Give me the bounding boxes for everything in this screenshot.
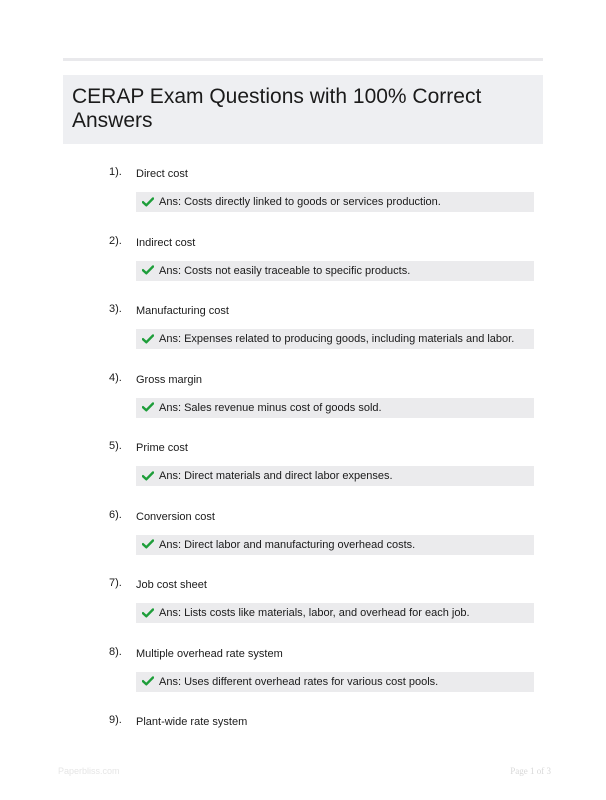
question-item [0,507,606,576]
check-icon [142,608,155,619]
answer-box [136,398,534,418]
check-icon [142,676,155,687]
document-title: CERAP Exam Questions with 100% Correct Answers [72,85,482,132]
question-item [0,164,606,233]
check-icon [142,539,155,550]
answer-text: Ans: Expenses related to producing goods, including materials and labor. [159,333,515,345]
question-term: Manufacturing cost [136,305,229,317]
answer-text: Ans: Costs directly linked to goods or services production. [159,196,441,208]
answer-text: Ans: Direct labor and manufacturing overhead costs. [159,538,416,551]
question-number: 9). [109,714,122,726]
answer-text: Ans: Sales revenue minus cost of goods sold. [159,401,382,414]
answer-text: Ans: Costs not easily traceable to specific products. [159,264,411,277]
answer-box [136,603,534,623]
question-number: 2). [109,234,122,247]
answer-text: Ans: Lists costs like materials, labor, and overhead for each job. [159,607,470,619]
top-divider [63,58,543,61]
question-term: Job cost sheet [136,579,207,591]
footer-watermark: Paperbliss.com [58,766,120,776]
question-item [0,301,606,370]
answer-box [136,466,534,486]
check-icon [142,471,155,482]
question-item [0,370,606,439]
check-icon [142,197,155,208]
check-icon [142,402,155,413]
question-term: Conversion cost [136,510,215,523]
question-number: 6). [109,508,122,521]
question-number: 3). [109,303,122,315]
question-item [0,575,606,644]
question-term: Gross margin [136,373,203,386]
check-icon [142,334,155,345]
question-term: Plant-wide rate system [136,716,248,728]
question-number: 7). [109,577,122,589]
title-banner [63,75,543,144]
question-term: Prime cost [136,442,188,454]
question-item [0,644,606,713]
question-term: Multiple overhead rate system [136,647,283,660]
answer-box [136,672,534,692]
question-list [0,164,606,781]
answer-box [136,192,534,212]
check-icon [142,265,155,276]
answer-box [136,261,534,281]
question-item [0,233,606,302]
question-number: 5). [109,440,122,452]
question-term: Direct cost [136,168,188,180]
answer-box [136,535,534,555]
answer-text: Ans: Direct materials and direct labor expenses. [159,470,393,482]
question-number: 1). [109,166,122,178]
question-term: Indirect cost [136,236,196,249]
question-item [0,438,606,507]
question-number: 4). [109,371,122,384]
page-number: Page 1 of 3 [510,766,551,776]
question-number: 8). [109,645,122,658]
answer-text: Ans: Uses different overhead rates for various cost pools. [159,675,439,688]
answer-box [136,329,534,349]
